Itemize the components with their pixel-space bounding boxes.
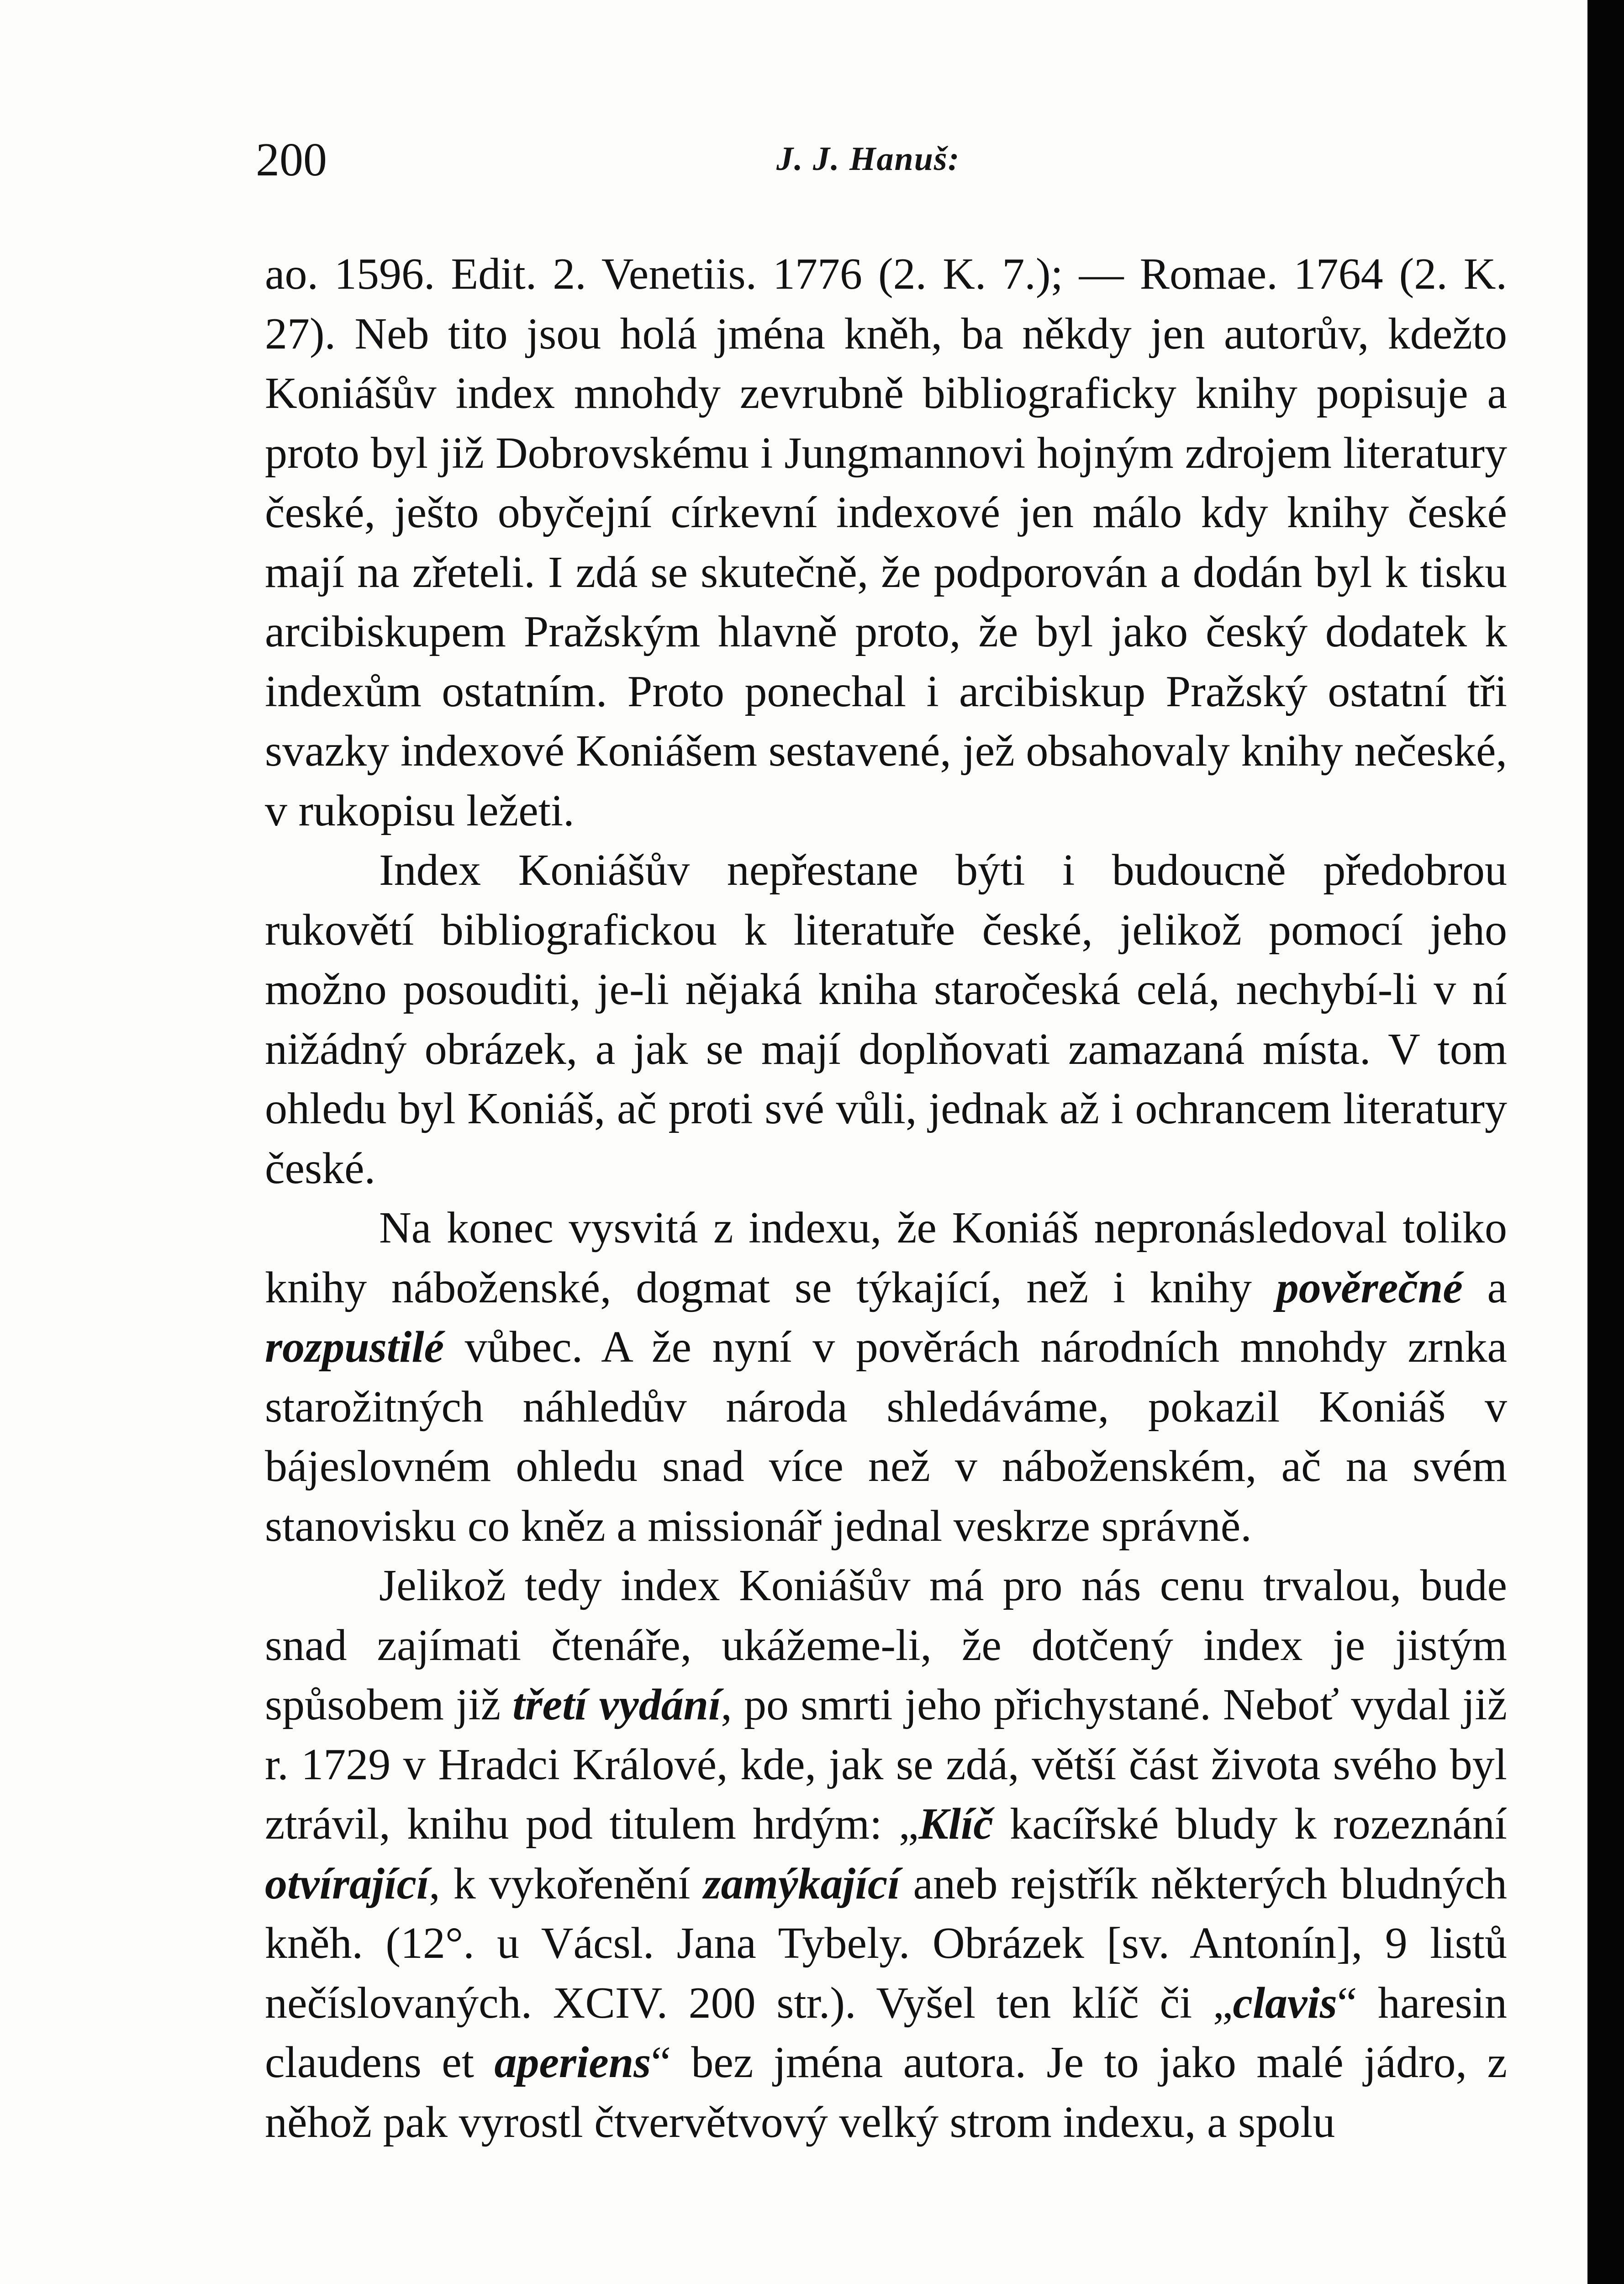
italic-term: otvírající xyxy=(265,1859,429,1909)
paragraph-superstitions xyxy=(265,1198,1507,1556)
paragraph-third-edition xyxy=(265,1556,1507,2152)
text-segment: Index Koniášův nepřestane býti i budoucně předobrou rukovětí bibliografickou k literatuře české, jelikož pomocí jeho možno posouditi, je-li nějaká kniha staročeská celá, nechybí-li v ní nižádný obrázek, a jak se mají doplňovati zamazaná místa. V tom ohledu byl Koniáš, ač proti své vůli, jednak až i ochrancem literatury české. xyxy=(265,846,1507,1193)
paragraph-continued xyxy=(265,244,1507,841)
italic-term: třetí vydání xyxy=(512,1680,721,1729)
italic-term: aperiens xyxy=(494,2038,651,2087)
italic-term: pověrečné xyxy=(1276,1263,1463,1312)
body-text xyxy=(265,244,1507,2152)
text-segment: “ haresin claudens et xyxy=(265,1978,1507,2087)
italic-term: Klíč xyxy=(918,1799,993,1849)
text-segment: , po smrti jeho přichystané. Neboť vydal již r. 1729 v Hradci Králové, kde, jak se zdá, větší část života svého byl ztrávil, knihu pod titulem hrdým: „ xyxy=(265,1680,1508,1849)
text-segment: a xyxy=(1462,1263,1507,1312)
running-head: J. J. Hanuš: xyxy=(776,140,960,178)
paragraph-index-value xyxy=(265,841,1507,1198)
page-header xyxy=(256,123,1516,196)
scan-edge xyxy=(1587,0,1624,2284)
text-segment: vůbec. A že nyní v pověrách národních mnohdy zrnka starožitných náhledův národa shledáváme, pokazil Koniáš v bájeslovném ohledu snad více než v náboženském, ač na svém stanovisku co kněz a missionář jednal veskrze správně. xyxy=(265,1322,1507,1551)
text-segment: Jelikož tedy index Koniášův má pro nás cenu trvalou, bude snad zajímati čtenáře, ukážeme-li, že dotčený index je jistým spůsobem již xyxy=(265,1561,1507,1729)
text-segment: , k vykořenění xyxy=(429,1859,704,1909)
text-segment: kacířské bludy k rozeznání xyxy=(993,1799,1507,1849)
text-segment: “ bez jména autora. Je to jako malé jádro, z něhož pak vyrostl čtvervětvový velký strom indexu, a spolu xyxy=(265,2038,1507,2147)
page-number: 200 xyxy=(256,133,327,186)
text-segment: Na konec vysvitá z indexu, že Koniáš nepronásledoval toliko knihy náboženské, dogmat se týkající, než i knihy xyxy=(265,1203,1507,1312)
text-segment: ao. 1596. Edit. 2. Venetiis. 1776 (2. K. 7.); — Romae. 1764 (2. K. 27). Neb tito jsou holá jména kněh, ba někdy jen autorův, kdežto Koniášův index mnohdy zevrubně bibliograficky knihy popisuje a proto byl již Dobrovskému i Jungmannovi hojným zdrojem literatury české, ješto obyčejní církevní indexové jen málo kdy knihy české mají na zřeteli. I zdá se skutečně, že podporován a dodán byl k tisku arcibiskupem Pražským hlavně proto, že byl jako český dodatek k indexům ostatním. Proto ponechal i arcibiskup Pražský ostatní tři svazky indexové Koniášem sestavené, jež obsahovaly knihy nečeské, v rukopisu ležeti. xyxy=(265,249,1507,835)
italic-term: rozpustilé xyxy=(265,1322,444,1372)
italic-term: clavis xyxy=(1233,1978,1337,2028)
italic-term: zamýkající xyxy=(703,1859,900,1909)
text-segment: aneb rejstřík některých bludných kněh. (12°. u Vácsl. Jana Tybely. Obrázek [sv. Antonín], 9 listů nečíslovaných. XCIV. 200 str.). Vyšel ten klíč či „ xyxy=(265,1859,1507,2028)
